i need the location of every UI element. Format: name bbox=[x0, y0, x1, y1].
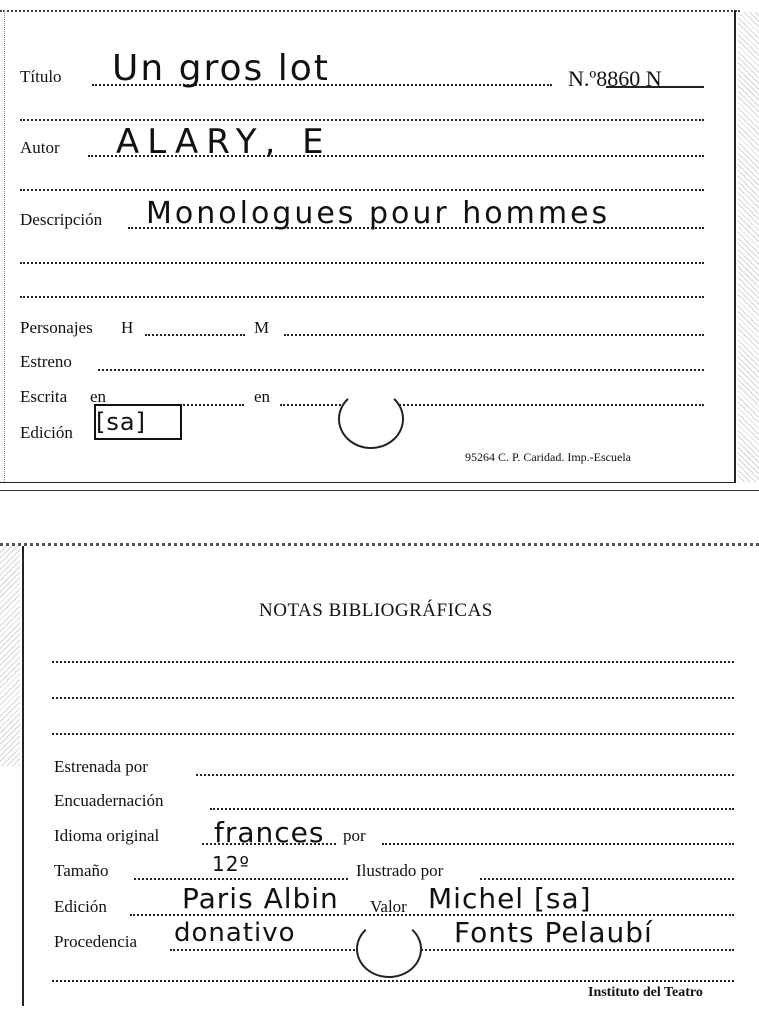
procedencia-line bbox=[170, 949, 734, 951]
encuadernacion-label: Encuadernación bbox=[54, 791, 164, 810]
idioma-por-line bbox=[382, 843, 734, 845]
titulo-label: Título bbox=[20, 67, 62, 86]
idioma-por-label: por bbox=[343, 826, 366, 845]
valor-label: Valor bbox=[370, 897, 407, 916]
tamano-line bbox=[134, 878, 348, 880]
tamano-value: 12º bbox=[212, 852, 250, 876]
card1-top-edge bbox=[0, 10, 740, 14]
ilustrado-line bbox=[480, 878, 734, 880]
institution-label: Instituto del Teatro bbox=[588, 985, 703, 1000]
numero-label: N.º8860 N bbox=[568, 66, 662, 91]
autor-label: Autor bbox=[20, 138, 60, 157]
personajes-label: Personajes bbox=[20, 318, 93, 337]
card1-blank-line-2 bbox=[20, 189, 704, 191]
edicion2-value-1: Paris Albin bbox=[182, 882, 339, 915]
punch-hole-2 bbox=[356, 920, 422, 978]
procedencia-value-2: Fonts Pelaubí bbox=[454, 916, 653, 949]
card2-left-edge bbox=[22, 546, 24, 1006]
printer-imprint: 95264 C. P. Caridad. Imp.-Escuela bbox=[465, 450, 631, 464]
punch-hole-1 bbox=[338, 389, 404, 449]
card1-bottom-edge bbox=[0, 482, 736, 483]
estreno-label: Estreno bbox=[20, 352, 72, 371]
titulo-value: Un gros lot bbox=[112, 48, 330, 89]
card1-speckle bbox=[738, 12, 759, 482]
tamano-label: Tamaño bbox=[54, 861, 109, 880]
card2-bottom-line bbox=[52, 980, 734, 982]
personajes-m-line bbox=[284, 334, 704, 336]
encuadernacion-line bbox=[210, 808, 734, 810]
escrita-en-1: en bbox=[90, 387, 107, 406]
card1-shadow-edge bbox=[0, 490, 759, 491]
card2-blank-line-3 bbox=[52, 733, 734, 735]
card1-blank-line-3 bbox=[20, 262, 704, 264]
card1-blank-line-4 bbox=[20, 296, 704, 298]
escrita-label: Escrita bbox=[20, 387, 68, 406]
personajes-m-label: M bbox=[254, 318, 270, 337]
estrenada-label: Estrenada por bbox=[54, 757, 148, 776]
ilustrado-label: Ilustrado por bbox=[356, 861, 444, 880]
card2-speckle bbox=[0, 546, 20, 766]
card1-left-edge bbox=[4, 10, 6, 482]
notas-heading: NOTAS BIBLIOGRÁFICAS bbox=[259, 600, 493, 621]
idioma-label: Idioma original bbox=[54, 826, 160, 845]
edicion2-label: Edición bbox=[54, 897, 107, 916]
card2-top-edge bbox=[0, 543, 759, 549]
procedencia-value-1: donativo bbox=[174, 918, 296, 948]
card1-blank-line-1 bbox=[20, 119, 704, 121]
estrenada-line bbox=[196, 774, 734, 776]
numero-line bbox=[606, 86, 704, 88]
card2-blank-line-1 bbox=[52, 661, 734, 663]
edicion-value: [sa] bbox=[96, 408, 146, 436]
escrita-en-2: en bbox=[254, 387, 271, 406]
personajes-h-label: H bbox=[121, 318, 134, 337]
edicion2-value-2: Michel [sa] bbox=[428, 882, 592, 915]
idioma-value: frances bbox=[214, 816, 325, 849]
autor-value: ALARY, E bbox=[116, 122, 332, 162]
descripcion-label: Descripción bbox=[20, 210, 103, 229]
descripcion-value: Monologues pour hommes bbox=[146, 196, 611, 231]
personajes-h-line bbox=[145, 334, 245, 336]
edicion-label: Edición bbox=[20, 423, 73, 442]
card2-blank-line-2 bbox=[52, 697, 734, 699]
estreno-line bbox=[98, 369, 704, 371]
card1-right-edge bbox=[734, 10, 736, 482]
procedencia-label: Procedencia bbox=[54, 932, 138, 951]
